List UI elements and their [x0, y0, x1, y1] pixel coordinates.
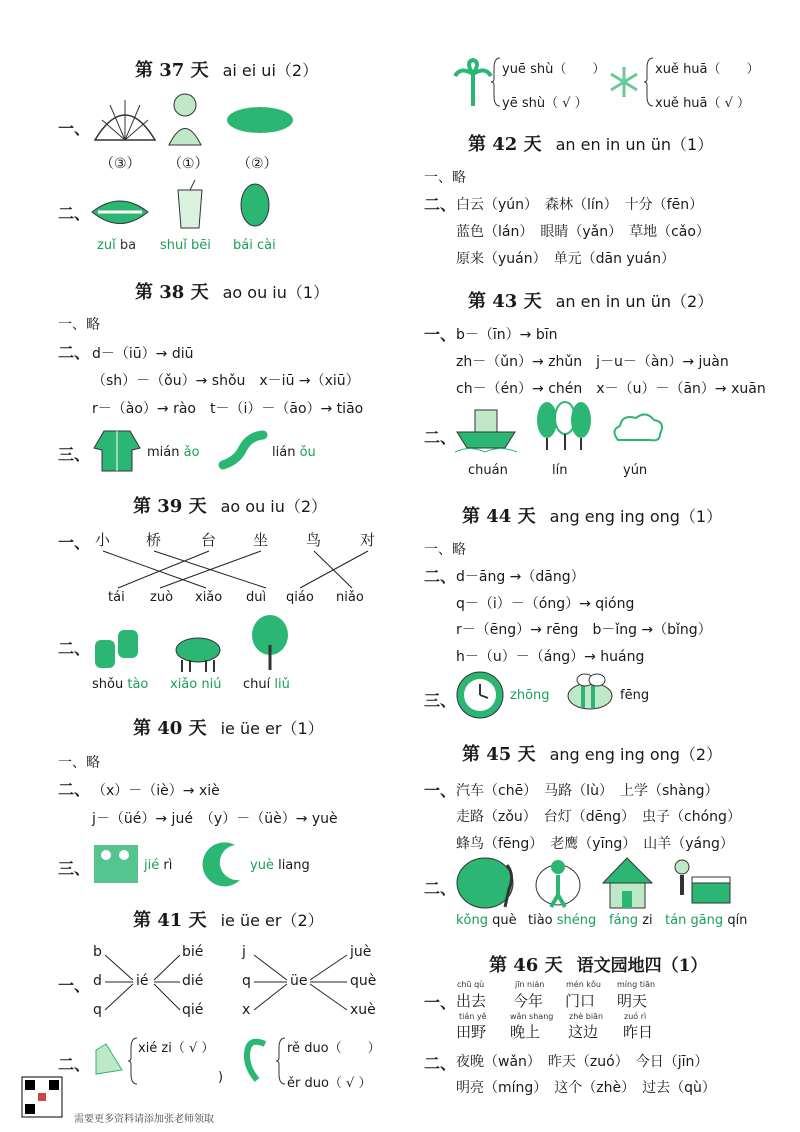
- initial-x: x: [242, 1002, 251, 1018]
- day38-line3: （sh）－（ǒu）→ shǒu x－iū →（xiū）: [92, 373, 360, 389]
- q1-marker: 一、: [58, 533, 91, 552]
- option-erduo-correct: ěr duo（ √ ）: [287, 1076, 372, 1091]
- annot-pinyin: wǎn shang: [510, 1012, 554, 1021]
- day40-line1: 一、略: [58, 755, 100, 771]
- result-xue: xuè: [350, 1002, 376, 1018]
- initial-b: b: [93, 944, 102, 960]
- forest-icon: [533, 400, 595, 452]
- q1-marker: 一、: [58, 119, 91, 138]
- qr-code-icon: [22, 1077, 62, 1117]
- day38-title: 第 38 天 ao ou iu（1）: [135, 282, 330, 303]
- annot-pinyin: tián yě: [459, 1012, 487, 1021]
- q2-marker: 二、: [424, 879, 457, 898]
- pinyin-feng: fēng: [620, 688, 650, 703]
- q1-marker: 一、: [58, 976, 91, 995]
- pinyin-chuiliu: chuí liǔ: [243, 677, 290, 692]
- word: 晚上: [510, 1023, 541, 1041]
- pinyin-yun: yún: [623, 463, 648, 478]
- footer-note: 需要更多资料请添加张老师领取: [74, 1114, 214, 1125]
- word-row: 白云（yún） 森林（lín） 十分（fēn）: [456, 197, 704, 213]
- word-row: 原来（yuán） 单元（dān yuán）: [456, 251, 676, 267]
- peacock-icon: [455, 855, 520, 910]
- pinyin-fangzi: fáng zi: [609, 913, 653, 928]
- q2-marker: 二、: [424, 567, 457, 586]
- pinyin-lin: lín: [552, 463, 568, 478]
- day43-line2: zh－（ǔn）→ zhǔn j－u－（àn）→ juàn: [456, 354, 729, 370]
- pinyin-tangangqin: tán gāng qín: [665, 913, 748, 928]
- pinyin-item: tái: [108, 590, 125, 605]
- pinyin-zuiba: zuǐ ba: [97, 238, 137, 253]
- day40-line3: j－（üé）→ jué （y）－（üè）→ yuè: [92, 811, 338, 827]
- word: 今年: [513, 992, 544, 1010]
- char-item: 鸟: [306, 531, 322, 549]
- pinyin-baicai: bái cài: [233, 238, 276, 253]
- pinyin-item: duì: [246, 590, 267, 605]
- pinyin-item: xiǎo: [195, 590, 223, 605]
- pinyin-yueliang: yuè liang: [250, 858, 310, 873]
- char-item: 桥: [146, 531, 162, 549]
- day40-title: 第 40 天 ie üe er（1）: [133, 718, 324, 739]
- word-row: 走路（zǒu） 台灯（dēng） 虫子（chóng）: [456, 809, 741, 825]
- day42-title: 第 42 天 an en in un ün（1）: [468, 134, 714, 155]
- q2-marker: 二、: [58, 1055, 91, 1074]
- initial-q: q: [93, 1002, 102, 1018]
- day40-line2: （x）－（iè）→ xiè: [92, 783, 220, 799]
- q2-marker: 二、: [58, 780, 91, 799]
- answer-1: （③）: [100, 156, 141, 172]
- result-die: dié: [182, 973, 204, 989]
- answer-2: （①）: [168, 156, 209, 172]
- option-xuehua-blank: xuě huā（ ）: [655, 62, 760, 77]
- q3-marker: 三、: [424, 691, 457, 710]
- day38-line2: d－（iū）→ diū: [92, 346, 194, 362]
- final-ue: üe: [290, 973, 308, 989]
- day43-line3: ch－（én）→ chén x－（u）－（ān）→ xuān: [456, 381, 766, 397]
- day46-title: 第 46 天 语文园地四（1）: [489, 955, 708, 976]
- answer-3: （②）: [237, 156, 278, 172]
- q2-marker: 二、: [424, 1054, 457, 1073]
- day44-line2: d－āng →（dāng）: [456, 569, 585, 585]
- initial-q: q: [242, 973, 251, 989]
- closing-paren: ): [218, 1070, 224, 1085]
- annot-pinyin: zhè biān: [569, 1012, 604, 1021]
- word: 昨日: [623, 1023, 654, 1041]
- char-item: 小: [95, 531, 111, 549]
- annot-pinyin: míng tiān: [617, 980, 656, 989]
- q2-marker: 二、: [424, 195, 457, 214]
- q2-marker: 二、: [58, 639, 91, 658]
- pinyin-shoutao: shǒu tào: [92, 677, 149, 692]
- brace-icon: [644, 56, 654, 108]
- result-jue: juè: [350, 944, 372, 960]
- annot-pinyin: chū qù: [457, 980, 485, 989]
- pinyin-item: zuò: [150, 590, 174, 605]
- q3-marker: 三、: [58, 859, 91, 878]
- pinyin-kongque: kǒng què: [456, 913, 517, 928]
- brace-icon: [276, 1036, 286, 1086]
- bee-icon: [563, 672, 617, 712]
- shoe-icon: [92, 1040, 126, 1080]
- word: 明天: [617, 992, 648, 1010]
- brace-icon: [491, 56, 501, 108]
- annot-pinyin: jīn nián: [515, 980, 545, 989]
- pinyin-chuan: chuán: [468, 463, 508, 478]
- word: 出去: [456, 992, 487, 1010]
- day38-line1: 一、略: [58, 317, 100, 333]
- word: 门口: [565, 992, 596, 1010]
- day43-line1: b－（īn）→ bīn: [456, 327, 558, 343]
- snowflake-icon: [608, 66, 640, 98]
- q1-marker: 一、: [424, 781, 457, 800]
- initial-j: j: [242, 944, 246, 960]
- option-xuehua-correct: xuě huā（ √ ）: [655, 96, 751, 111]
- day44-line4: r－（ēng）→ rēng b－ǐng →（bǐng）: [456, 622, 712, 638]
- word-row: 明亮（míng） 这个（zhè） 过去（qù）: [456, 1080, 716, 1096]
- boat-icon: [455, 400, 517, 455]
- option-reduo: rě duo（ ）: [287, 1041, 381, 1056]
- pinyin-mianao: mián ǎo: [147, 445, 200, 460]
- final-ie: ié: [136, 973, 149, 989]
- q2-marker: 二、: [424, 428, 457, 447]
- pinyin-lianou: lián ǒu: [272, 445, 316, 460]
- q3-marker: 三、: [58, 445, 91, 464]
- result-que: què: [350, 973, 377, 989]
- day41-title: 第 41 天 ie üe er（2）: [133, 910, 324, 931]
- day44-line5: h－（u）－（áng）→ huáng: [456, 649, 645, 665]
- q2-marker: 二、: [58, 204, 91, 223]
- option-yeshu-correct: yē shù（ √ ）: [502, 96, 588, 111]
- clock-icon: [455, 670, 505, 720]
- q1-marker: 一、: [424, 325, 457, 344]
- day37-title: 第 37 天 ai ei ui（2）: [135, 60, 319, 81]
- brace-icon: [128, 1036, 138, 1086]
- pinyin-xiaoniu: xiǎo niú: [170, 677, 222, 692]
- annot-pinyin: mén kǒu: [566, 980, 601, 989]
- char-item: 台: [201, 531, 217, 549]
- day43-title: 第 43 天 an en in un ün（2）: [468, 291, 714, 312]
- day38-line4: r－（ào）→ rào t－（i）－（āo）→ tiāo: [92, 401, 364, 417]
- word: 田野: [456, 1023, 487, 1041]
- day39-title: 第 39 天 ao ou iu（2）: [133, 496, 328, 517]
- cloud-icon: [610, 410, 665, 445]
- option-xiezi-correct: xié zi（ √ ）: [138, 1041, 215, 1056]
- day45-title: 第 45 天 ang eng ing ong（2）: [462, 744, 723, 765]
- word-row: 蜂鸟（fēng） 老鹰（yīng） 山羊（yáng）: [456, 836, 734, 852]
- day44-line1: 一、略: [424, 542, 466, 558]
- char-item: 坐: [253, 531, 269, 549]
- result-bie: bié: [182, 944, 204, 960]
- pinyin-shuibei: shuǐ bēi: [160, 238, 211, 253]
- piano-icon: [672, 855, 732, 910]
- option-yueshu: yuē shù（ ）: [502, 62, 606, 77]
- word-row: 夜晚（wǎn） 昨天（zuó） 今日（jīn）: [456, 1054, 709, 1070]
- ear-icon: [243, 1036, 271, 1082]
- house-icon: [600, 855, 655, 910]
- palm-tree-icon: [453, 60, 493, 108]
- word-row: 蓝色（lán） 眼睛（yǎn） 草地（cǎo）: [456, 224, 710, 240]
- rope-skipping-icon: [533, 855, 583, 910]
- pinyin-item: niǎo: [336, 590, 364, 605]
- day44-title: 第 44 天 ang eng ing ong（1）: [462, 506, 723, 527]
- word: 这边: [568, 1023, 599, 1041]
- word-row: 汽车（chē） 马路（lù） 上学（shàng）: [456, 783, 719, 799]
- result-qie: qié: [182, 1002, 204, 1018]
- pinyin-item: qiáo: [286, 590, 314, 605]
- pinyin-jieri: jié rì: [144, 858, 173, 873]
- day42-line1: 一、略: [424, 170, 466, 186]
- pinyin-tiaosheng: tiào shéng: [528, 913, 597, 928]
- char-item: 对: [360, 531, 376, 549]
- q2-marker: 二、: [58, 343, 91, 362]
- day44-line3: q－（i）－（óng）→ qióng: [456, 596, 635, 612]
- annot-pinyin: zuó rì: [624, 1012, 647, 1021]
- initial-d: d: [93, 973, 102, 989]
- pinyin-zhong: zhōng: [510, 688, 550, 703]
- q1-marker: 一、: [424, 993, 457, 1012]
